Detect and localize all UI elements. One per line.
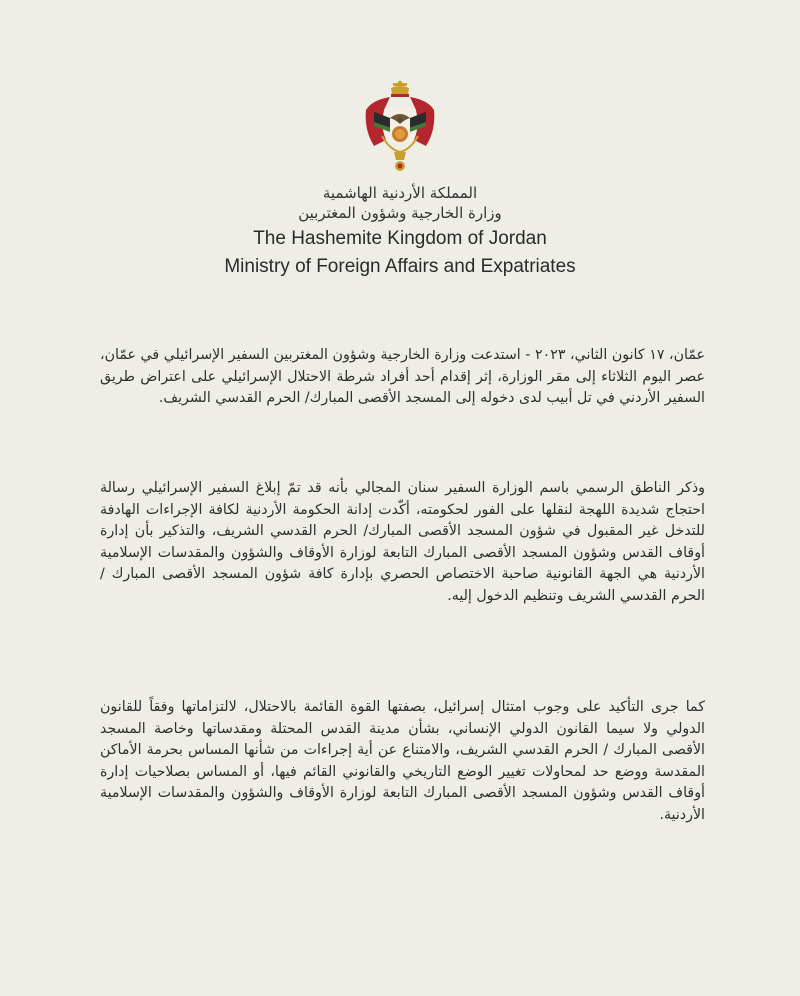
- body-paragraph-2: [100, 478, 705, 608]
- paragraph-text: عمّان، ١٧ كانون الثاني، ٢٠٢٣ - استدعت وزارة الخارجية وشؤون المغتربين السفير الإسرائيلي في عمّان، عصر اليوم الثلاثاء إلى مقر الوزارة، إثر إقدام أحد أفراد شرطة الاحتلال الإسرائيلي على اعتراض طريق السفير الأردني في تل أبيب لدى دخوله إلى المسجد الأقصى المبارك/ الحرم القدسي الشريف.: [100, 347, 706, 407]
- paragraph-text: كما جرى التأكيد على وجوب امتثال إسرائيل، بصفتها القوة القائمة بالاحتلال، لالتزاماتها وفقاً للقانون الدولي ولا سيما القانون الدولي الإنساني، بشأن مدينة القدس المحتلة ومقدساتها وخاصة المسجد الأقصى المبارك / الحرم القدسي الشريف، والامتناع عن أية إجراءات من شأنها المساس بحرمة الأماكن المقدسة ووضع حد لمحاولات تغيير الوضع التاريخي والقانوني القائم فيها، أو المساس بصلاحيات إدارة أوقاف القدس وشؤون المسجد الأقصى المبارك التابعة لوزارة الأوقاف والشؤون والمقدسات الإسلامية الأردنية.: [100, 699, 705, 823]
- kingdom-name-arabic: المملكة الأردنية الهاشمية: [322, 184, 478, 202]
- ministry-name-arabic: وزارة الخارجية وشؤون المغتربين: [298, 204, 502, 222]
- kingdom-name-english: The Hashemite Kingdom of Jordan: [253, 228, 547, 249]
- jordan-coat-of-arms-icon: [360, 80, 440, 180]
- body-paragraph-1: [100, 345, 705, 410]
- header-block: [0, 183, 800, 279]
- paragraph-text: وذكر الناطق الرسمي باسم الوزارة السفير سنان المجالي بأنه قد تمّ إبلاغ السفير الإسرائيلي رسالة احتجاج شديدة اللهجة لنقلها على الفور لحكومته، أكّدت إدانة الحكومة الأردنية لكافة الإجراءات الهادفة للتدخل غير المقبول في شؤون المسجد الأقصى المبارك/ الحرم القدسي الشريف، والتذكير بأن إدارة أوقاف القدس وشؤون المسجد الأقصى المبارك التابعة لوزارة الأوقاف والشؤون والمقدسات الإسلامية الأردنية هي الجهة القانونية صاحبة الاختصاص الحصري بإدارة كافة شؤون المسجد الأقصى المبارك / الحرم القدسي الشريف وتنظيم الدخول إليه.: [100, 480, 705, 604]
- body-paragraph-3: [100, 697, 705, 827]
- ministry-name-english: Ministry of Foreign Affairs and Expatriates: [224, 256, 576, 277]
